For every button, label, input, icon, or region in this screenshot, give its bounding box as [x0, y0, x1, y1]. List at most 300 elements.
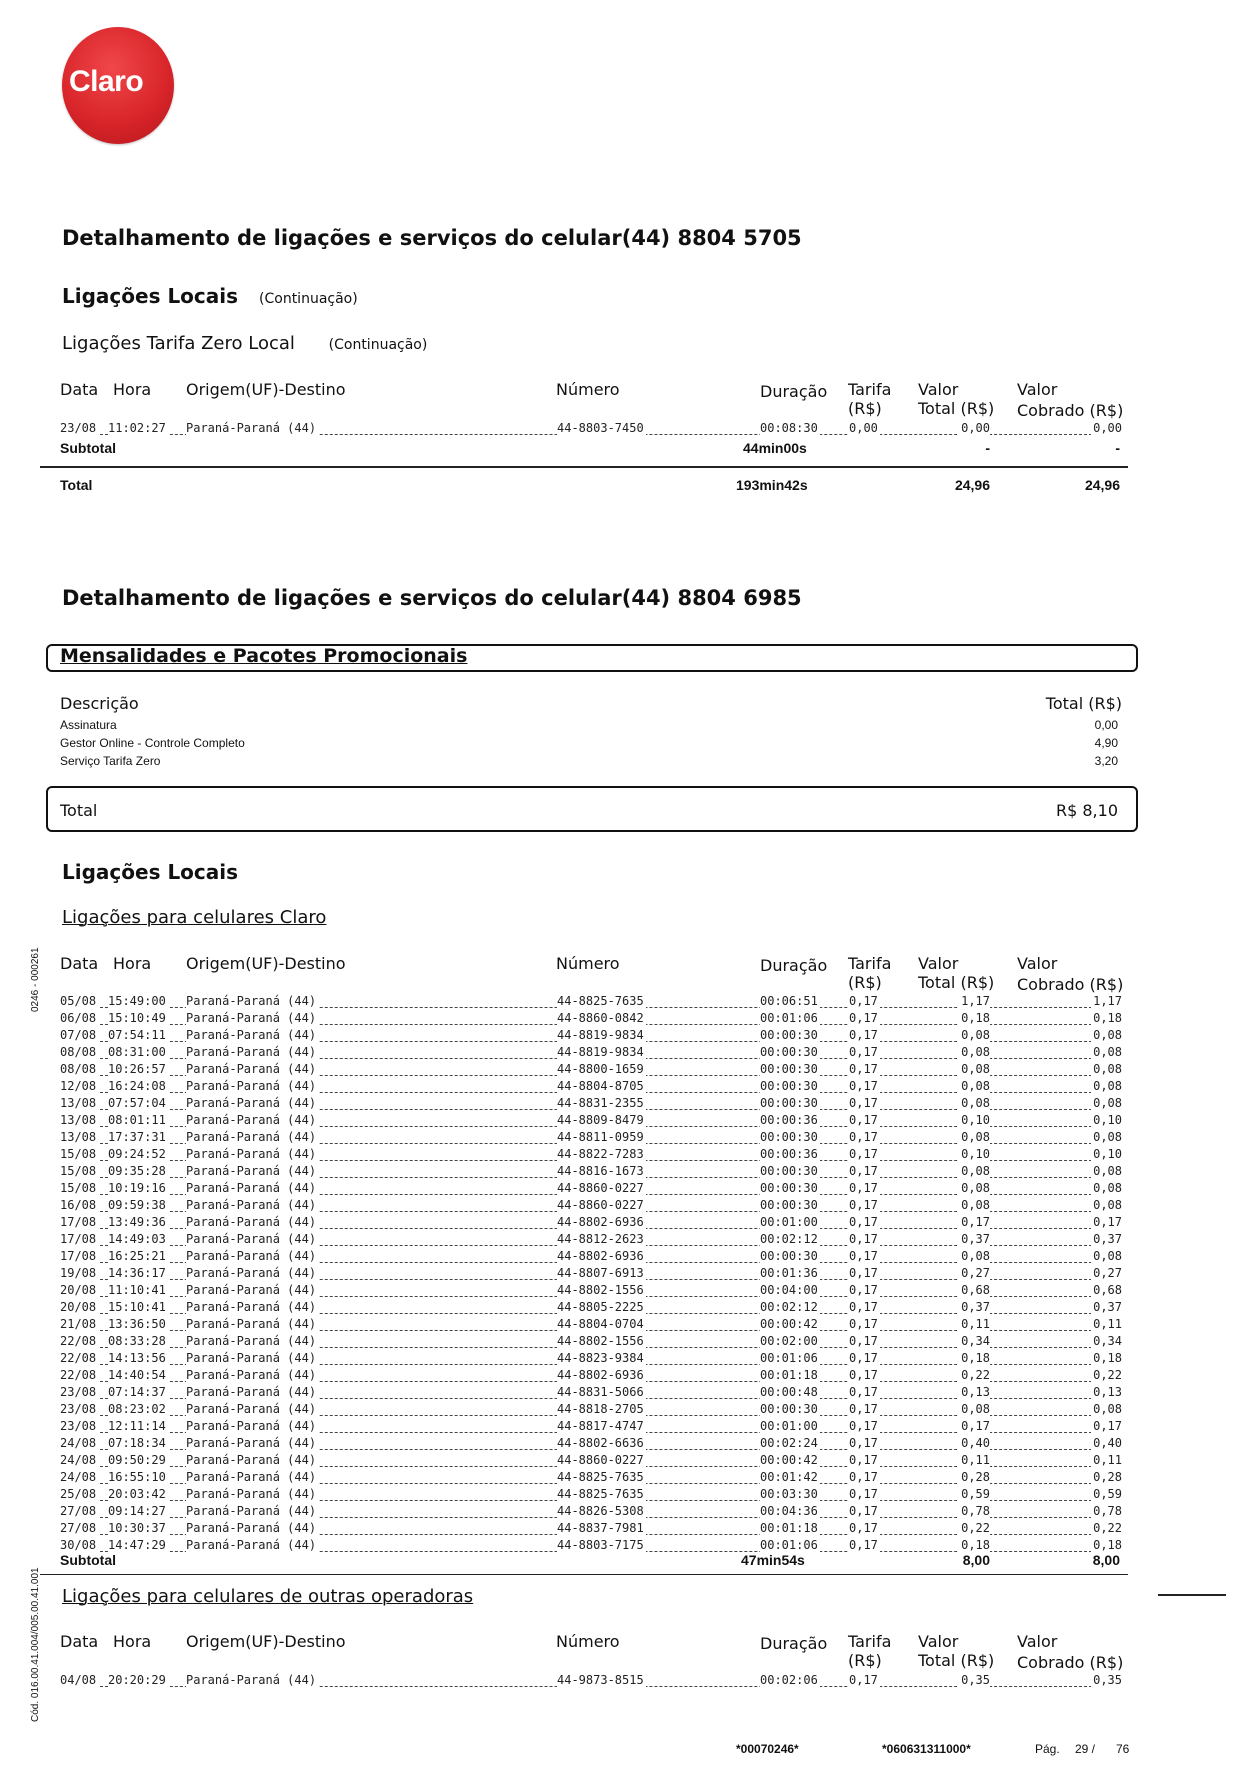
cell-hora: 14:47:29	[108, 1538, 166, 1552]
call-row	[60, 1096, 1122, 1113]
call-row	[60, 421, 1122, 438]
cell-numero: 44-8831-5066	[557, 1385, 644, 1399]
side-code-top: 0246 - 000261	[30, 947, 41, 1012]
cell-cobrado: 0,08	[1093, 1181, 1122, 1195]
cell-origem: Paraná-Paraná (44)	[186, 1181, 317, 1195]
cell-cobrado: 0,28	[1093, 1470, 1122, 1484]
column-header-duracao: Duração	[760, 382, 828, 401]
logo-text: Claro	[69, 65, 144, 98]
column-header-vt2: Total (R$)	[918, 973, 995, 992]
footer-page-label: Pág.	[1035, 1742, 1060, 1756]
cell-hora: 14:49:03	[108, 1232, 166, 1246]
cell-cobrado: 0,27	[1093, 1266, 1122, 1280]
cell-hora: 13:36:50	[108, 1317, 166, 1331]
cell-origem: Paraná-Paraná (44)	[186, 1215, 317, 1229]
cell-total: 0,34	[961, 1334, 990, 1348]
cell-cobrado: 0,17	[1093, 1419, 1122, 1433]
cell-numero: 44-8802-6936	[557, 1215, 644, 1229]
cell-hora: 13:49:36	[108, 1215, 166, 1229]
cell-duracao: 00:02:12	[760, 1300, 818, 1314]
cell-hora: 16:25:21	[108, 1249, 166, 1263]
cell-tarifa: 0,17	[849, 1673, 878, 1687]
cell-cobrado: 0,78	[1093, 1504, 1122, 1518]
cell-total: 0,10	[961, 1147, 990, 1161]
cell-origem: Paraná-Paraná (44)	[186, 1368, 317, 1382]
column-header-origem: Origem(UF)-Destino	[186, 1632, 346, 1651]
cell-cobrado: 0,08	[1093, 1402, 1122, 1416]
column-header-vt2: Total (R$)	[918, 399, 995, 418]
cell-data: 08/08	[60, 1045, 97, 1059]
cell-origem: Paraná-Paraná (44)	[186, 1062, 317, 1076]
column-header-vc2: Cobrado (R$)	[1017, 1653, 1124, 1672]
call-row	[60, 1164, 1122, 1181]
column-header-duracao: Duração	[760, 956, 828, 975]
cell-tarifa: 0,17	[849, 1130, 878, 1144]
cell-cobrado: 0,18	[1093, 1351, 1122, 1365]
cell-total: 0,17	[961, 1419, 990, 1433]
call-row	[60, 1487, 1122, 1504]
cell-hora: 08:31:00	[108, 1045, 166, 1059]
cell-tarifa: 0,17	[849, 1419, 878, 1433]
cell-origem: Paraná-Paraná (44)	[186, 1232, 317, 1246]
cell-hora: 07:57:04	[108, 1096, 166, 1110]
cell-origem: Paraná-Paraná (44)	[186, 1011, 317, 1025]
claro-logo	[62, 27, 174, 144]
cell-hora: 16:55:10	[108, 1470, 166, 1484]
cell-total: 0,08	[961, 1198, 990, 1212]
cell-numero: 44-8837-7981	[557, 1521, 644, 1535]
call-row	[60, 1232, 1122, 1249]
cell-cobrado: 0,37	[1093, 1300, 1122, 1314]
section1-group-title	[62, 333, 427, 354]
cell-tarifa: 0,17	[849, 994, 878, 1008]
cell-duracao: 00:00:30	[760, 1079, 818, 1093]
column-header-tarifa1: Tarifa	[848, 1632, 892, 1651]
cell-duracao: 00:01:06	[760, 1011, 818, 1025]
footer-code1: *00070246*	[736, 1742, 799, 1756]
section1-group-cont: (Continuação)	[328, 337, 428, 353]
cell-hora: 07:54:11	[108, 1028, 166, 1042]
cell-origem: Paraná-Paraná (44)	[186, 1045, 317, 1059]
section1-subtitle	[62, 284, 358, 308]
cell-duracao: 00:03:30	[760, 1487, 818, 1501]
cell-total: 0,22	[961, 1368, 990, 1382]
cell-duracao: 00:00:30	[760, 1130, 818, 1144]
call-row	[60, 1470, 1122, 1487]
table2-subtotal-label: Subtotal	[60, 1552, 116, 1568]
mensal-item-value: 4,90	[1094, 736, 1118, 750]
cell-numero: 44-8818-2705	[557, 1402, 644, 1416]
cell-duracao: 00:01:06	[760, 1351, 818, 1365]
cell-tarifa: 0,17	[849, 1198, 878, 1212]
cell-hora: 14:36:17	[108, 1266, 166, 1280]
mensal-total-col-label: Total (R$)	[1045, 694, 1122, 713]
section1-group-label: Ligações Tarifa Zero Local	[62, 333, 295, 354]
cell-duracao: 00:06:51	[760, 994, 818, 1008]
cell-duracao: 00:00:30	[760, 1402, 818, 1416]
cell-numero: 44-8804-0704	[557, 1317, 644, 1331]
cell-hora: 08:33:28	[108, 1334, 166, 1348]
cell-data: 13/08	[60, 1113, 97, 1127]
cell-total: 0,08	[961, 1130, 990, 1144]
cell-data: 23/08	[60, 1402, 97, 1416]
cell-data: 17/08	[60, 1215, 97, 1229]
cell-data: 22/08	[60, 1334, 97, 1348]
cell-tarifa: 0,17	[849, 1453, 878, 1467]
cell-origem: Paraná-Paraná (44)	[186, 1249, 317, 1263]
call-row	[60, 1368, 1122, 1385]
table1-total-duracao: 193min42s	[736, 477, 808, 493]
mensal-total-box	[46, 786, 1138, 832]
cell-total: 0,35	[961, 1673, 990, 1687]
cell-data: 20/08	[60, 1283, 97, 1297]
cell-duracao: 00:00:30	[760, 1249, 818, 1263]
cell-numero: 44-8826-5308	[557, 1504, 644, 1518]
section1-title: Detalhamento de ligações e serviços do celular(44) 8804 5705	[62, 226, 802, 250]
table1-subtotal-total: -	[985, 440, 990, 456]
cell-data: 21/08	[60, 1317, 97, 1331]
cell-tarifa: 0,17	[849, 1249, 878, 1263]
cell-origem: Paraná-Paraná (44)	[186, 1419, 317, 1433]
cell-tarifa: 0,17	[849, 1436, 878, 1450]
column-header-vc2: Cobrado (R$)	[1017, 401, 1124, 420]
cell-data: 08/08	[60, 1062, 97, 1076]
call-row	[60, 1283, 1122, 1300]
cell-tarifa: 0,17	[849, 1028, 878, 1042]
cell-tarifa: 0,17	[849, 1164, 878, 1178]
call-row	[60, 1079, 1122, 1096]
cell-numero: 44-8831-2355	[557, 1096, 644, 1110]
cell-hora: 14:40:54	[108, 1368, 166, 1382]
cell-cobrado: 0,13	[1093, 1385, 1122, 1399]
cell-hora: 15:10:49	[108, 1011, 166, 1025]
cell-hora: 20:20:29	[108, 1673, 166, 1687]
cell-cobrado: 0,18	[1093, 1011, 1122, 1025]
cell-hora: 08:01:11	[108, 1113, 166, 1127]
cell-cobrado: 0,37	[1093, 1232, 1122, 1246]
column-header-numero: Número	[556, 954, 620, 973]
column-header-hora: Hora	[113, 954, 152, 973]
cell-total: 0,08	[961, 1402, 990, 1416]
cell-tarifa: 0,17	[849, 1317, 878, 1331]
column-header-numero: Número	[556, 380, 620, 399]
cell-data: 15/08	[60, 1181, 97, 1195]
cell-tarifa: 0,17	[849, 1011, 878, 1025]
cell-data: 05/08	[60, 994, 97, 1008]
cell-duracao: 00:02:12	[760, 1232, 818, 1246]
cell-duracao: 00:01:36	[760, 1266, 818, 1280]
cell-origem: Paraná-Paraná (44)	[186, 1351, 317, 1365]
cell-origem: Paraná-Paraná (44)	[186, 1266, 317, 1280]
cell-origem: Paraná-Paraná (44)	[186, 1147, 317, 1161]
cell-duracao: 00:01:42	[760, 1470, 818, 1484]
cell-data: 23/08	[60, 421, 97, 435]
cell-data: 13/08	[60, 1130, 97, 1144]
cell-hora: 12:11:14	[108, 1419, 166, 1433]
cell-cobrado: 0,35	[1093, 1673, 1122, 1687]
cell-duracao: 00:01:06	[760, 1538, 818, 1552]
cell-origem: Paraná-Paraná (44)	[186, 1402, 317, 1416]
cell-cobrado: 0,08	[1093, 1130, 1122, 1144]
cell-cobrado: 0,08	[1093, 1079, 1122, 1093]
call-row	[60, 1419, 1122, 1436]
call-row	[60, 994, 1122, 1011]
cell-origem: Paraná-Paraná (44)	[186, 1504, 317, 1518]
cell-duracao: 00:00:36	[760, 1113, 818, 1127]
cell-total: 0,18	[961, 1351, 990, 1365]
cell-numero: 44-8803-7450	[557, 421, 644, 435]
cell-numero: 44-8802-6936	[557, 1249, 644, 1263]
call-row	[60, 1215, 1122, 1232]
call-row	[60, 1317, 1122, 1334]
outras-title	[62, 1586, 473, 1607]
call-row	[60, 1351, 1122, 1368]
cell-numero: 44-8802-6636	[557, 1436, 644, 1450]
cell-duracao: 00:02:24	[760, 1436, 818, 1450]
cell-data: 04/08	[60, 1673, 97, 1687]
mensal-item-value: 3,20	[1094, 754, 1118, 768]
cell-data: 17/08	[60, 1232, 97, 1246]
cell-duracao: 00:00:30	[760, 1096, 818, 1110]
cell-cobrado: 0,08	[1093, 1028, 1122, 1042]
cell-origem: Paraná-Paraná (44)	[186, 1673, 317, 1687]
cell-data: 22/08	[60, 1368, 97, 1382]
cell-origem: Paraná-Paraná (44)	[186, 1385, 317, 1399]
column-header-duracao: Duração	[760, 1634, 828, 1653]
cell-numero: 44-8825-7635	[557, 994, 644, 1008]
cell-cobrado: 0,10	[1093, 1147, 1122, 1161]
call-row	[60, 1130, 1122, 1147]
call-row	[60, 1147, 1122, 1164]
call-row	[60, 1521, 1122, 1538]
cell-data: 15/08	[60, 1164, 97, 1178]
cell-hora: 11:02:27	[108, 421, 166, 435]
cell-data: 12/08	[60, 1079, 97, 1093]
cell-tarifa: 0,17	[849, 1402, 878, 1416]
mensal-title: Mensalidades e Pacotes Promocionais	[60, 645, 468, 667]
column-header-data: Data	[60, 954, 99, 973]
mensal-desc-label: Descrição	[60, 694, 139, 713]
cell-duracao: 00:00:30	[760, 1181, 818, 1195]
cell-tarifa: 0,17	[849, 1096, 878, 1110]
cell-hora: 07:18:34	[108, 1436, 166, 1450]
cell-numero: 44-8811-0959	[557, 1130, 644, 1144]
cell-numero: 44-8817-4747	[557, 1419, 644, 1433]
cell-data: 24/08	[60, 1470, 97, 1484]
column-header-origem: Origem(UF)-Destino	[186, 954, 346, 973]
cell-data: 24/08	[60, 1453, 97, 1467]
section2-title: Detalhamento de ligações e serviços do celular(44) 8804 6985	[62, 586, 802, 610]
call-row	[60, 1300, 1122, 1317]
cell-numero: 44-8819-9834	[557, 1028, 644, 1042]
cell-origem: Paraná-Paraná (44)	[186, 1521, 317, 1535]
cell-origem: Paraná-Paraná (44)	[186, 1079, 317, 1093]
cell-data: 15/08	[60, 1147, 97, 1161]
cell-origem: Paraná-Paraná (44)	[186, 1130, 317, 1144]
cell-numero: 44-9873-8515	[557, 1673, 644, 1687]
table1-total-label: Total	[60, 477, 93, 493]
cell-tarifa: 0,17	[849, 1283, 878, 1297]
cell-duracao: 00:01:00	[760, 1215, 818, 1229]
cell-data: 20/08	[60, 1300, 97, 1314]
call-row	[60, 1266, 1122, 1283]
cell-hora: 10:30:37	[108, 1521, 166, 1535]
cell-cobrado: 0,08	[1093, 1164, 1122, 1178]
cell-hora: 10:26:57	[108, 1062, 166, 1076]
table1-subtotal-duracao: 44min00s	[743, 440, 807, 456]
cell-numero: 44-8819-9834	[557, 1045, 644, 1059]
cell-cobrado: 0,34	[1093, 1334, 1122, 1348]
cell-data: 19/08	[60, 1266, 97, 1280]
call-row	[60, 1011, 1122, 1028]
table1-total-cobrado: 24,96	[1084, 477, 1120, 493]
cell-tarifa: 0,17	[849, 1504, 878, 1518]
column-header-data: Data	[60, 380, 99, 399]
cell-tarifa: 0,17	[849, 1538, 878, 1552]
cell-total: 0,08	[961, 1079, 990, 1093]
call-row	[60, 1062, 1122, 1079]
cell-duracao: 00:00:30	[760, 1045, 818, 1059]
outras-title-text: Ligações para celulares de outras operadoras	[62, 1586, 474, 1607]
call-row	[60, 1249, 1122, 1266]
cell-origem: Paraná-Paraná (44)	[186, 1164, 317, 1178]
cell-origem: Paraná-Paraná (44)	[186, 421, 317, 435]
table1-rule	[40, 466, 1128, 468]
cell-hora: 09:24:52	[108, 1147, 166, 1161]
cell-total: 0,18	[961, 1011, 990, 1025]
cell-cobrado: 0,22	[1093, 1368, 1122, 1382]
cell-cobrado: 0,59	[1093, 1487, 1122, 1501]
cell-numero: 44-8860-0227	[557, 1198, 644, 1212]
cell-numero: 44-8802-1556	[557, 1283, 644, 1297]
cell-numero: 44-8825-7635	[557, 1487, 644, 1501]
cell-total: 0,08	[961, 1062, 990, 1076]
column-header-vt1: Valor	[918, 380, 959, 399]
call-row	[60, 1334, 1122, 1351]
cell-tarifa: 0,17	[849, 1181, 878, 1195]
cell-duracao: 00:02:06	[760, 1673, 818, 1687]
column-header-vt2: Total (R$)	[918, 1651, 995, 1670]
cell-cobrado: 0,08	[1093, 1249, 1122, 1263]
cell-origem: Paraná-Paraná (44)	[186, 1096, 317, 1110]
margin-mark	[1158, 1594, 1226, 1596]
cell-hora: 09:50:29	[108, 1453, 166, 1467]
column-header-vc1: Valor	[1017, 380, 1058, 399]
cell-duracao: 00:08:30	[760, 421, 818, 435]
table1-total-total: 24,96	[954, 477, 990, 493]
cell-data: 25/08	[60, 1487, 97, 1501]
cell-cobrado: 0,68	[1093, 1283, 1122, 1297]
section1-subtitle-cont: (Continuação)	[259, 291, 358, 307]
claro-title-text: Ligações para celulares Claro	[62, 907, 327, 928]
cell-total: 1,17	[961, 994, 990, 1008]
column-header-tarifa2: (R$)	[848, 973, 882, 992]
cell-tarifa: 0,17	[849, 1521, 878, 1535]
cell-hora: 15:10:41	[108, 1300, 166, 1314]
cell-origem: Paraná-Paraná (44)	[186, 1198, 317, 1212]
cell-tarifa: 0,17	[849, 1045, 878, 1059]
cell-origem: Paraná-Paraná (44)	[186, 1436, 317, 1450]
cell-tarifa: 0,17	[849, 1487, 878, 1501]
cell-tarifa: 0,17	[849, 1266, 878, 1280]
footer-page: 29 /	[1075, 1742, 1096, 1756]
cell-data: 13/08	[60, 1096, 97, 1110]
cell-duracao: 00:01:18	[760, 1521, 818, 1535]
cell-duracao: 00:00:42	[760, 1317, 818, 1331]
cell-cobrado: 0,18	[1093, 1538, 1122, 1552]
cell-duracao: 00:02:00	[760, 1334, 818, 1348]
column-header-tarifa2: (R$)	[848, 1651, 882, 1670]
cell-numero: 44-8802-6936	[557, 1368, 644, 1382]
section2-claro-title	[62, 907, 326, 928]
cell-data: 22/08	[60, 1351, 97, 1365]
mensal-item-desc: Serviço Tarifa Zero	[60, 754, 161, 768]
cell-cobrado: 0,08	[1093, 1198, 1122, 1212]
cell-origem: Paraná-Paraná (44)	[186, 1028, 317, 1042]
cell-origem: Paraná-Paraná (44)	[186, 1470, 317, 1484]
table2-subtotal-duracao: 47min54s	[741, 1552, 805, 1568]
cell-hora: 07:14:37	[108, 1385, 166, 1399]
call-row	[60, 1436, 1122, 1453]
cell-total: 0,22	[961, 1521, 990, 1535]
column-header-numero: Número	[556, 1632, 620, 1651]
cell-hora: 14:13:56	[108, 1351, 166, 1365]
cell-duracao: 00:00:48	[760, 1385, 818, 1399]
cell-tarifa: 0,17	[849, 1062, 878, 1076]
call-row	[60, 1402, 1122, 1419]
cell-numero: 44-8825-7635	[557, 1470, 644, 1484]
call-row	[60, 1504, 1122, 1521]
cell-numero: 44-8805-2225	[557, 1300, 644, 1314]
cell-data: 24/08	[60, 1436, 97, 1450]
cell-cobrado: 1,17	[1093, 994, 1122, 1008]
cell-numero: 44-8802-1556	[557, 1334, 644, 1348]
call-row	[60, 1028, 1122, 1045]
cell-tarifa: 0,17	[849, 1215, 878, 1229]
side-code-bottom: Cód. 016.00.41.004/005.00.41.001	[30, 1567, 41, 1722]
cell-origem: Paraná-Paraná (44)	[186, 1334, 317, 1348]
cell-numero: 44-8809-8479	[557, 1113, 644, 1127]
cell-numero: 44-8807-6913	[557, 1266, 644, 1280]
cell-total: 0,08	[961, 1045, 990, 1059]
cell-duracao: 00:00:30	[760, 1198, 818, 1212]
cell-tarifa: 0,17	[849, 1079, 878, 1093]
column-header-data: Data	[60, 1632, 99, 1651]
cell-cobrado: 0,11	[1093, 1453, 1122, 1467]
cell-numero: 44-8860-0227	[557, 1453, 644, 1467]
cell-hora: 09:59:38	[108, 1198, 166, 1212]
cell-hora: 10:19:16	[108, 1181, 166, 1195]
cell-total: 0,18	[961, 1538, 990, 1552]
cell-origem: Paraná-Paraná (44)	[186, 1113, 317, 1127]
column-header-vc2: Cobrado (R$)	[1017, 975, 1124, 994]
cell-cobrado: 0,10	[1093, 1113, 1122, 1127]
table2-subtotal-cobrado: 8,00	[1092, 1552, 1120, 1568]
mensal-total-value: R$ 8,10	[1055, 801, 1118, 820]
cell-origem: Paraná-Paraná (44)	[186, 1538, 317, 1552]
footer-code2: *060631311000*	[882, 1742, 971, 1756]
cell-data: 16/08	[60, 1198, 97, 1212]
cell-origem: Paraná-Paraná (44)	[186, 1453, 317, 1467]
call-row	[60, 1453, 1122, 1470]
cell-origem: Paraná-Paraná (44)	[186, 1283, 317, 1297]
cell-tarifa: 0,17	[849, 1300, 878, 1314]
cell-origem: Paraná-Paraná (44)	[186, 1300, 317, 1314]
cell-duracao: 00:00:30	[760, 1164, 818, 1178]
call-row	[60, 1198, 1122, 1215]
cell-numero: 44-8812-2623	[557, 1232, 644, 1246]
cell-tarifa: 0,17	[849, 1232, 878, 1246]
